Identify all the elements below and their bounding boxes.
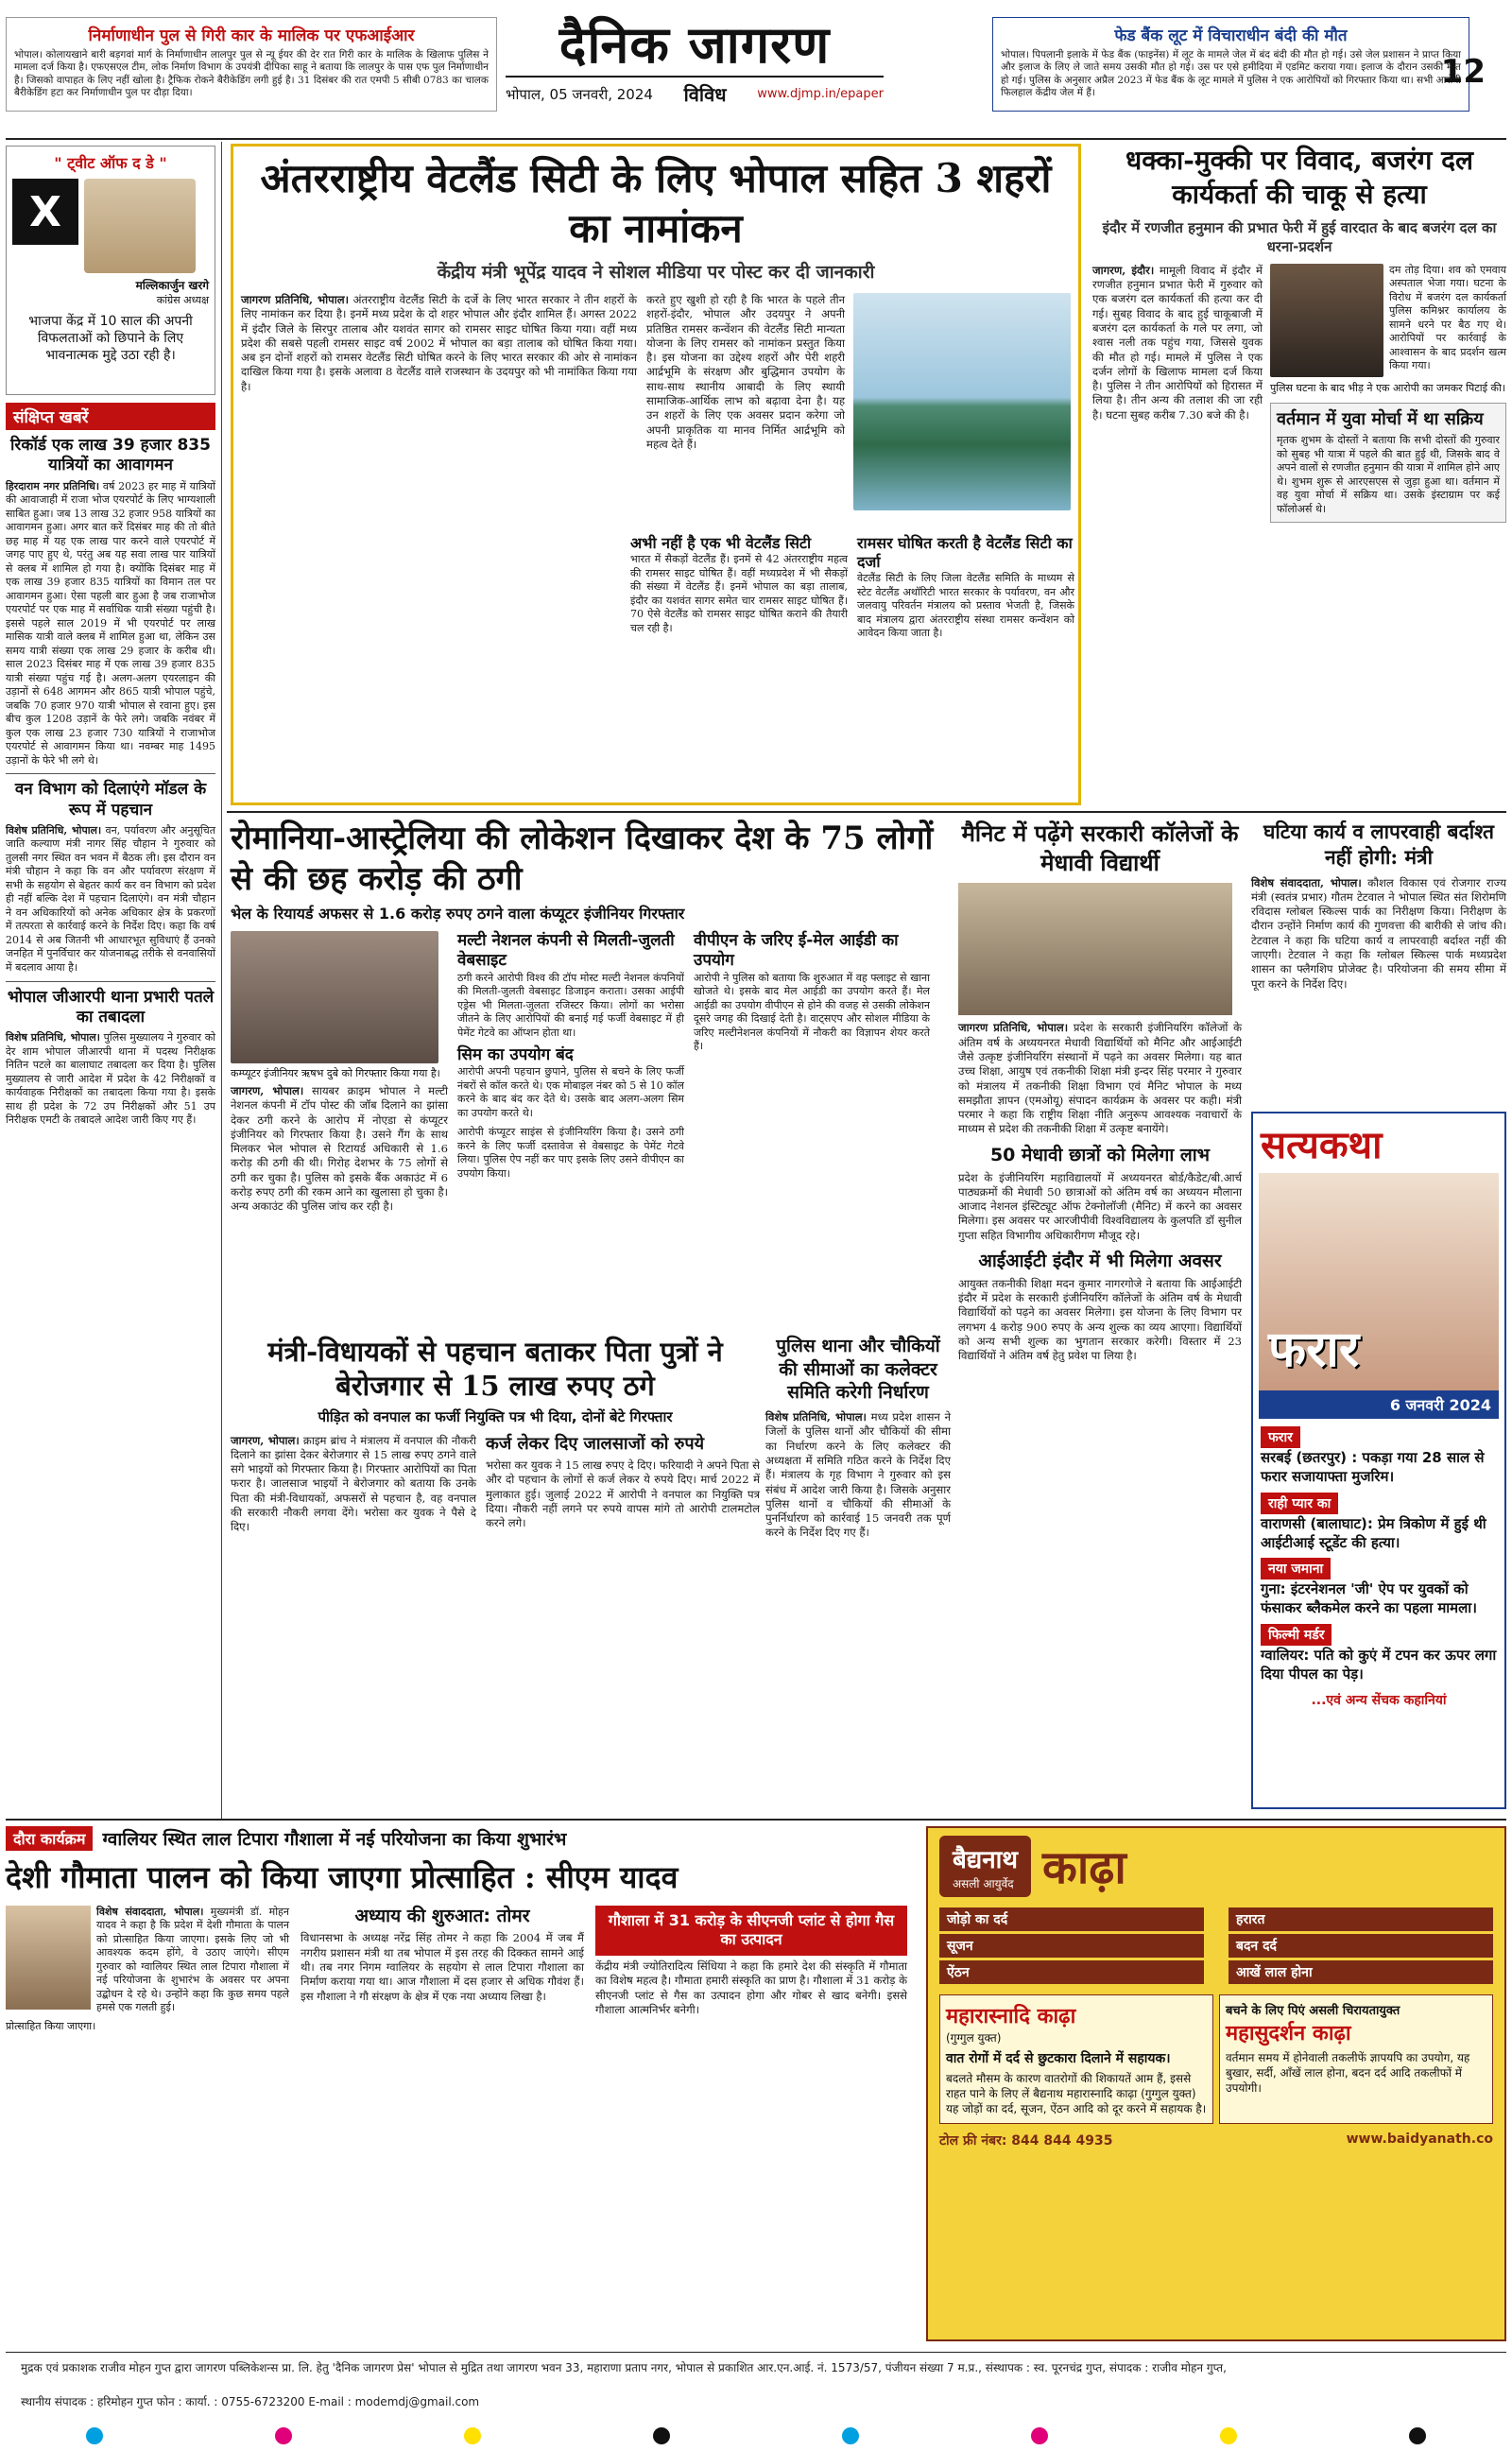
cm-photo (6, 1906, 91, 2010)
toll-free-number: टोल फ्री नंबर: 844 844 4935 (939, 2132, 1113, 2149)
short-news-column (6, 403, 215, 1128)
story-line: गुना: इंटरनेशनल 'जी' ऐप पर युवकों को फंसाकर ब्लैकमेल करने का पहला मामला। (1261, 1580, 1477, 1617)
side-box-title: वर्तमान में युवा मोर्चा में था सक्रिय (1277, 408, 1484, 429)
yellow-dot (464, 2427, 481, 2444)
divider (6, 1819, 1506, 1821)
product-body: बदलते मौसम के कारण वातरोगों की शिकायतें आम हैं, इससे राहत पाने के लिए लें बैद्यनाथ महारास्नादि काढ़ा (गुग्गुल युक्त) यह जोड़ों का दर्द, सूजन, ऐंठन आदि को दूर करने में सहायक है। (946, 2072, 1207, 2116)
story-subhead: इंदौर में रणजीत हनुमान की प्रभात फेरी में हुई वारदात के बाद बजरंग दल का धरना-प्रदर्शन (1102, 218, 1497, 255)
issue-date: 6 जनवरी 2024 (1259, 1390, 1499, 1419)
story-headline: मंत्री-विधायकों से पहचान बताकर पिता पुत्रों ने बेरोजगार से 15 लाख रुपए ठगे (267, 1336, 723, 1403)
story-text: करते हुए खुशी हो रही है कि भारत के पहले तीन शहरों-इंदौर, भोपाल और उदयपुर ने अपनी प्रतिष्ठित रामसर कन्वेंशन की वेटलैंड सिटी मान्यता योजना के लिए रामसर को नामांकन प्रस्तुत किया है। इस योजना का उद्देश्य शहरों और पेरी शहरी आर्द्रभूमि के संरक्षण और बुद्धिमान उपयोग के साथ-साथ स्थानीय आबादी के लिए स्थायी सामाजिक-आर्थिक लाभ को बढ़ावा देना है। यह उन शहरों के लिए एक अवसर प्रदान करेगा जो अपनी प्राकृतिक या मानव निर्मित आर्द्रभूमि को महत्व देते हैं। (646, 293, 846, 451)
symptom-list-left (939, 1905, 1204, 1987)
product-claim: वात रोगों में दर्द से छुटकारा दिलाने में सहायक। (946, 2051, 1171, 2066)
story-headline: रोमानिया-आस्ट्रेलिया की लोकेशन दिखाकर देश के 75 लोगों से की छह करोड़ की ठगी (231, 820, 934, 898)
top-right-brief (992, 17, 1469, 112)
symptom-item: बदन दर्द (1228, 1934, 1493, 1958)
imprint-line: मुद्रक एवं प्रकाशक राजीव मोहन गुप्त द्वारा जागरण पब्लिकेशन्स प्रा. लि. हेतु 'दैनिक जागरण प्रेस' भोपाल से मुद्रित तथा जागरण भवन 33, महाराणा प्रताप नगर, भोपाल से प्रकाशित आर.एन.आई. नं. 1573/57, पंजीयन संख्या 7 म.प्र., संस्थापक : स्व. पूरनचंद्र गुप्त, संपादक : राजीव मोहन गुप्त, (21, 2361, 1227, 2374)
date-line: भोपाल, 05 जनवरी, 2024 (506, 85, 653, 103)
story-headline: घटिया कार्य व लापरवाही बर्दाश्त नहीं होगी: मंत्री (1263, 820, 1495, 870)
sub-headline: गौशाला में 31 करोड़ के सीएनजी प्लांट से होगा गैस का उत्पादन (595, 1906, 907, 1957)
story-headline: अंतरराष्ट्रीय वेटलैंड सिटी के लिए भोपाल सहित 3 शहरों का नामांकन (260, 155, 1052, 251)
story-headline: धक्का-मुक्की पर विवाद, बजरंग दल कार्यकर्ता की चाकू से हत्या (1125, 145, 1474, 211)
story-text: विशेष संवाददाता, भोपाल। मुख्यमंत्री डॉ. मोहन यादव ने कहा है कि प्रदेश में देशी गौमाता के पालन को प्रोत्साहित किया जाएगा। इसके लिए जो भी आवश्यक कदम होंगे, वे उठाए जाएंगे। सीएम गुरुवार को ग्वालियर स्थित लाल टिपारा गौशाला में नई परियोजना के शुभारंभ के अवसर पर अपना उद्बोधन दे रहे थे। उन्होंने कहा कि कुछ समय पहले हमसे एक गलती हुई। (96, 1905, 289, 2014)
short-news-headline: भोपाल जीआरपी थाना प्रभारी पतले का तबादला (7, 987, 215, 1027)
divider (6, 2352, 1506, 2353)
story-tag: राही प्यार का (1261, 1493, 1338, 1514)
lake-photo (853, 293, 1071, 510)
cyan-dot (86, 2427, 103, 2444)
imprint-line: स्थानीय संपादक : हरिमोहन गुप्त फोन : कार्या. : 0755-6723200 E-mail : modemdj@gmail.com (21, 2395, 480, 2408)
story-subhead: भेल के रियायर्ड अफसर से 1.6 करोड़ रुपए ठगने वाला कंप्यूटर इंजीनियर गिरफ्तार (231, 905, 685, 923)
box-text: भारत में सैकड़ों वेटलैंड हैं। इनमें से 42 अंतरराष्ट्रीय महत्व की रामसर साइट घोषित हैं। वहीं मध्यप्रदेश में भी सैकड़ों की संख्या में वेटलैंड हैं। इनमें भोपाल का बड़ा तालाब, इंदौर का यशवंत सागर समेत चार रामसर साइट घोषित हैं। 70 ऐसे वेटलैंड को रामसर साइट घोषित कराने की तैयारी चल रही है। (630, 553, 848, 634)
story-subhead: पीड़ित को वनपाल का फर्जी नियुक्ति पत्र भी दिया, दोनों बेटे गिरफ्तार (318, 1407, 673, 1425)
indore-murder-story (1092, 144, 1506, 805)
story-headline: पुलिस थाना और चौकियों की सीमाओं का कलेक्टर समिति करेगी निर्धारण (776, 1336, 940, 1404)
symptom-item: ऐंठन (939, 1960, 1204, 1984)
brand-tagline: असली आयुर्वेद (953, 1877, 1014, 1890)
story-text: जागरण प्रतिनिधि, भोपाल। प्रदेश के सरकारी इंजीनियरिंग कॉलेजों के अंतिम वर्ष के अध्ययनरत मेधावी विद्यार्थियों को मैनिट और आईआईटी जैसे उत्कृष्ट इंजीनियरिंग संस्थानों में पढ़ने का अवसर मिलेगा। यह बात उच्च शिक्षा, आयुष एवं तकनीकी शिक्षा मंत्री इन्दर सिंह परमार ने गुरुवार को मंत्रालय में तकनीकी शिक्षा विभाग एवं मैनिट भोपाल के मध्य समझौता ज्ञापन (एमओयू) संपादन कार्यक्रम के अवसर पर कही। मंत्री परमार ने कहा कि राष्ट्रीय शिक्षा नीति अनुरूप आवश्यक नवाचारों के माध्यम से प्रदेश की तकनीकी शिक्षा में उत्कृष्ट बनायेंगे। (958, 1021, 1243, 1136)
sub-headline: आईआईटी इंदौर में भी मिलेगा अवसर (978, 1250, 1222, 1271)
epaper-url: www.djmp.in/epaper (757, 87, 884, 101)
short-news-text: विशेष प्रतिनिधि, भोपाल। वन, पर्यावरण और अनुसूचित जाति कल्याण मंत्री नागर सिंह चौहान ने गुरुवार को तुलसी नगर स्थित वन भवन में बैठक ली। इस दौरान वन मंत्री चौहान ने कहा कि वन और पर्यावरण संरक्षण में सभी के सहयोग से बेहतर कार्य कर वन विभाग को प्रदेश ही नहीं बल्कि देश में पहचान दिलाएंगे। वन मंत्री चौहान ने वन अधिकारियों को अनेक अधिकार क्षेत्र के प्रकरणों में तत्परता से कार्रवाई करने के निर्देश दिए। कहा कि वर्ष 2014 से अब जितनी भी आधारभूत सुविधाएं हैं उनको जनहित में पुनर्विचार कर योजनाबद्ध तरीके से वनवासियों में बदलाव आया है। (6, 823, 215, 974)
short-news-headline: रिकॉर्ड एक लाख 39 हजार 835 यात्रियों का आवागमन (10, 436, 211, 475)
cyan-dot (842, 2427, 859, 2444)
story-line: सरबई (छतरपुर) : पकड़ा गया 28 साल से फरार सजायाफ्ता मुजरिम। (1261, 1449, 1485, 1486)
box-text: भरोसा कर युवक ने 15 लाख रुपए दे दिए। फरियादी ने अपने पिता से और दो पहचान के लोगों से कर्ज लेकर ये रुपये दिए। मार्च 2022 में मुलाकात हुई। जुलाई 2022 में आरोपी ने वनपाल का नियुक्ति पत्र दिया। नौकरी नहीं लगने पर रुपये वापस मांगे तो आरोपी टालमटोल करने लगे। (486, 1459, 760, 1530)
newspaper-logo: दैनिक जागरण (558, 14, 831, 75)
short-news-label: संक्षिप्त खबरें (6, 403, 215, 430)
story-tag: फरार (1261, 1426, 1300, 1448)
product-card (1219, 1994, 1493, 2124)
person-title: कांग्रेस अध्यक्ष (156, 294, 209, 306)
photo-caption: पुलिस घटना के बाद भीड़ ने एक आरोपी का जमकर पिटाई की। (1270, 381, 1506, 394)
story-text: विधानसभा के अध्यक्ष नरेंद्र सिंह तोमर ने कहा कि 2004 में जब मैं नगरीय प्रशासन मंत्री था तब भोपाल में इस तरह की दिक्कत सामने आई थी। तब नगर निगम ग्वालियर के सहयोग से लाल टिपारा गौशाला का निर्माण कराया गया था। आज गौशाला में दस हजार से अधिक गौवंश हैं। इस गौशाला ने गौ संरक्षण के क्षेत्र में एक नया अध्याय लिखा है। (301, 1931, 584, 2003)
symptom-item: जोड़ो का दर्द (939, 1907, 1204, 1931)
baidyanath-ad (926, 1826, 1506, 2341)
tweet-of-the-day (6, 146, 215, 395)
box-title: रामसर घोषित करती है वेटलैंड सिटी का दर्जा (857, 534, 1073, 571)
brief-text: भोपाल। पिपलानी इलाके में फेड बैंक (फाइनेंस) में लूट के मामले जेल में बंद बंदी की मौत हो गई। उसे जेल प्रशासन ने प्राप्त किया और इलाज के लिए ले जाते समय उसकी मौत हो गई। उस पर एसे हमीदिया में एडमिट कराया गया। इलाज के दौरान उसकी मौत हो गई। पुलिस के अनुसार अप्रैल 2023 में फेड बैंक के लूट मामले में पुलिस ने एक आरोपियों को गिरफ्तार किया था। सभी आरोपी फिलहाल केंद्रीय जेल में हैं। (1001, 49, 1461, 99)
story-text: जागरण, भोपाल। क्राइम ब्रांच ने मंत्रालय में वनपाल की नौकरी दिलाने का झांसा देकर बेरोजगार से 15 लाख रुपए ठगने वाले सगे भाइयों को गिरफ्तार किया है। गिरफ्तार आरोपियों का पिता फरार है। जालसाज भाइयों ने बेरोजगार को बताया कि उनके पिता की मंत्री-विधायकों, अफसरों से पहचान है, वह वनपाल की सरकारी नौकरी लगवा देंगे। भरोसा कर युवक ने पैसे दे दिए। (231, 1433, 476, 1534)
box-title: मल्टी नेशनल कंपनी से मिलती-जुलती वेबसाइट (457, 931, 675, 971)
wetland-story (231, 144, 1081, 805)
short-news-headline: वन विभाग को दिलाएंगे मॉडल के रूप में पहचान (14, 780, 207, 820)
product-body: वर्तमान समय में होनेवाली तकलीफें ज्ञापयपि का उपयोग, यह बुखार, सर्दी, आँखें लाल होना, बदन दर्द आदि तकलीफों में उपयोगी। (1226, 2051, 1470, 2096)
short-news-text: हिरदाराम नगर प्रतिनिधि। वर्ष 2023 हर माह में यात्रियों की आवाजाही में राजा भोज एयरपोर्ट के लिए भाग्यशाली साबित हुआ। जब 13 लाख 32 हजार 958 यात्रियों का आवागमन हुआ। अगर बात करें दिसंबर माह की तो बीते छह माह में यह एक लाख पार करने वाले एयरपोर्ट में जगह पाए हुए थे, परंतु अब यह सवा लाख पार यात्रियों से क्लब में शामिल हो गया है। क्योंकि दिसंबर माह में एक लाख 39 हजार 835 यात्रियों का विमान तल पर आवागमन हुआ। ऐसा पहली बार हुआ है जब राजाभोज एयरपोर्ट पर एक माह में सर्वाधिक यात्री संख्या पहुंची है। इससे पहले साल 2019 में भी एयरपोर्ट पर लाख मासिक यात्री वाले क्लब में शामिल हुआ था, लेकिन उस समय यात्री संख्या एक लाख 29 हजार के करीब थी। साल 2023 दिसंबर माह में एक लाख 39 हजार 835 यात्री संख्या पहुंच गई है। अलग-अलग एयरलाइन की उड़ानों से 648 आगमन और 865 यात्री भोपाल पहुंचे, जबकि 70 हजार 970 यात्री भोपाल से रवाना हुए। इस बीच कुल 1208 उड़ानें के फेरे लगे। जबकि नवंबर में कुल एक लाख 23 हजार 730 यात्रियों ने राजाभोज एयरपोर्ट से आवागमन किया था। नवम्बर माह 1495 उड़ानों के फेरे भी लगे थे। (6, 479, 215, 767)
symptom-list-right (1228, 1905, 1493, 1987)
symptom-item: हरारत (1228, 1907, 1493, 1931)
box-title: वीपीएन के जरिए ई-मेल आईडी का उपयोग (694, 931, 899, 971)
story-subhead: केंद्रीय मंत्री भूपेंद्र यादव ने सोशल मीडिया पर पोस्ट कर दी जानकारी (437, 262, 875, 283)
magenta-dot (1031, 2427, 1048, 2444)
magenta-dot (275, 2427, 292, 2444)
product-intro: बचने के लिए पिएं असली चिरायतायुक्त (1226, 2004, 1400, 2018)
symptom-item: आखें लाल होना (1228, 1960, 1493, 1984)
story-text: आरोपी कंप्यूटर साइंस से इंजीनियरिंग किया है। उसने ठगी करने के लिए फर्जी दस्तावेज से वेबसाइट के पेमेंट गेटवे लिया। पुलिस ऐप नहीं कर पाए इसके लिए उसने वीपीएन का उपयोग किया। (457, 1126, 684, 1180)
story-line: ग्वालियर: पति को कुएं में टपन कर ऊपर लगा दिया पीपल का पेड़। (1261, 1646, 1497, 1683)
divider (227, 811, 1506, 813)
story-headline: देशी गौमाता पालन को किया जाएगा प्रोत्साहित : सीएम यादव (6, 1859, 679, 1895)
photo-caption: कम्प्यूटर इंजीनियर ऋषभ दुबे को गिरफ्तार किया गया है। (231, 1067, 440, 1079)
story-text: विशेष प्रतिनिधि, भोपाल। मध्य प्रदेश शासन ने जिलों के पुलिस थानों और चौकियों की सीमा का निर्धारण करने के लिए कलेक्टर की अध्यक्षता में समिति गठित करने के निर्देश दिए हैं। मंत्रालय के गृह विभाग ने गुरुवार को इस संबंध में आदेश जारी किया है। जिसके अनुसार पुलिस थानों व चौकियों की सीमाओं के पुनर्निर्धारण को कार्रवाई 15 जनवरी तक पूर्ण करने के निर्देश दिए गए हैं। (765, 1410, 951, 1540)
story-text: दम तोड़ दिया। शव को एमवाय अस्पताल भेजा गया। घटना के विरोध में बजरंग दल कार्यकर्ता पुलिस कमिश्नर कार्यालय के सामने धरने पर बैठ गए थे। आरोपियों पर कार्रवाई के आश्वासन के बाद प्रदर्शन खत्म किया गया। (1389, 263, 1506, 372)
victim-photo (1270, 264, 1383, 377)
brief-text: भोपाल। कोलायखाने बारी बड़गवां मार्ग के निर्माणाधीन लालपुर पुल से न्यू ईयर की देर रात गिरी कार के मालिक के खिलाफ पुलिस ने मामला दर्ज किया है। एफएसएल टीम, लोक निर्माण विभाग के उपयंत्री दीपिका साहू ने बताया कि लालपुर के पास एफ पुल निर्माणाधीन है। जिसको वापाहत के लिए नहीं खोला है। ट्रैफिक रोकने बैरीकेडिंग लगी हुई है। 31 दिसंबर की रात एमपी 5 सीबी 0783 का चालक बैरीकेडिंग हटा कर निर्माणाधीन पुल पर दौड़ा दिया। (14, 49, 489, 99)
product-title: काढ़ा (1042, 1841, 1126, 1894)
brief-headline: फेड बैंक लूट में विचाराधीन बंदी की मौत (1114, 26, 1348, 45)
top-left-brief (6, 17, 497, 112)
x-logo-icon: X (12, 179, 78, 245)
box-text: आरोपी ने पुलिस को बताया कि शुरुआत में वह फ्लाइट से खाना खोजते थे। इसके बाद मेल आईडी का उपयोग करते हैं। मेल आईडी का उपयोग वीपीएन से होने की वजह से उसकी लोकेशन दूसरे जगह की दिखाई देती है। वाट्सएप और सोशल मीडिया के जरिए मल्टीनेशनल कंपनियों में नौकरी का विज्ञापन शेयर करते हैं। (694, 971, 930, 1053)
box-title: अभी नहीं है एक भी वेटलैंड सिटी (630, 534, 812, 552)
story-text: जागरण प्रतिनिधि, भोपाल। अंतरराष्ट्रीय वेटलैंड सिटी के दर्जे के लिए भारत सरकार ने तीन शहरों के लिए नामांकन कर दिया है। इनमें मध्य प्रदेश के दो शहर भोपाल और इंदौर शामिल हैं। अगस्त 2022 में इंदौर जिले के सिरपुर तालाब और यशवंत सागर को रामसर साइट घोषित किया गया। वहीं मध्य प्रदेश की सबसे पहली रामसर साइट वर्ष 2002 में भोपाल का बड़ा तालाब को घोषित किया गया। अब इन दोनों शहरों को रामसर वेटलैंड सिटी घोषित करने के लिए भारत सरकार की ओर से नामांकन दाखिल किया गया है। इसके अलावा 8 वेटलैंड वाले राजस्थान के उदयपुर को भी नामांकित किया गया है। (241, 293, 638, 393)
cover-photo (1259, 1173, 1499, 1390)
box-text: वेटलैंड सिटी के लिए जिला वेटलैंड समिति के माध्यम से स्टेट वेटलैंड अथॉरिटी भारत सरकार के पर्यावरण, वन और जलवायु परिवर्तन मंत्रालय को प्रस्ताव भेजती है, जिसके बाद मंत्रालय द्वारा अंतरराष्ट्रीय संस्था रामसर कन्वेंशन को आवेदन किया जाता है। (857, 572, 1074, 640)
black-dot (653, 2427, 670, 2444)
gaushala-story (6, 1826, 913, 2341)
person-photo (84, 179, 196, 273)
box-title: कर्ज लेकर दिए जालसाजों को रुपये (486, 1433, 705, 1454)
jobs-fraud-story (231, 1335, 760, 1807)
photo-caption: प्रोत्साहित किया जाएगा। (6, 2019, 96, 2032)
mou-photo (958, 883, 1232, 1015)
black-dot (1409, 2427, 1426, 2444)
symptom-item: सूजन (939, 1934, 1204, 1958)
sub-headline: 50 मेधावी छात्रों को मिलेगा लाभ (989, 1144, 1211, 1165)
side-box-text: मृतक शुभम के दोस्तों ने बताया कि सभी दोस्तों की गुरुवार को सुबह भी यात्रा में पहले की बात हुई थी, जिसके बाद वे अपने वालों से रणजीत हनुमान की यात्रा में शामिल होने आए थे। शुभम शुरू से आरएसएस से जुड़ा हुआ था। वर्तमान में वह युवा मोर्चा में सक्रिय था। उसके इंस्टाग्राम पर कई फॉलोअर्स थे। (1277, 434, 1500, 515)
masthead (506, 13, 884, 127)
section-name: विविध (683, 83, 727, 106)
story-text: आयुक्त तकनीकी शिक्षा मदन कुमार नागरगोजे ने बताया कि आईआईटी इंदौर में प्रदेश के सरकारी इंजीनियरिंग कॉलेजों के अंतिम वर्ष के मेधावी विद्यार्थियों को पढ़ने का अवसर मिलेगा। इस योजना के लिए विभाग पर लगभग 4 करोड़ 900 रुपए के अन्य शुल्क का व्यय आएगा। विद्यार्थियों को अन्य सभी शुल्क का भुगतान सरकार करेगी। विस्तार में 23 विद्यार्थियों ने अंतिम वर्ष हेतु प्रवेश पा लिया है। (958, 1276, 1242, 1363)
police-boundary-story (765, 1335, 951, 1807)
minister-warning-story (1251, 819, 1506, 1102)
box-text: ठगी करने आरोपी विश्व की टॉप मोस्ट मल्टी नेशनल कंपनियों की मिलती-जुलती वेबसाइट डिजाइन कराता। उसका आईपी एड्रेस भी मिलता-जुलता रजिस्टर किया। लोगों का भरोसा जीतने के लिए आरोपियों की बनाई गई फर्जी वेबसाइट में ही पेमेंट गेटवे का ऑप्शन होता था। (457, 971, 684, 1039)
product-sub: (गुग्गुल युक्त) (946, 2031, 1002, 2045)
person-name: मल्लिकार्जुन खरगे (135, 279, 209, 292)
divider (6, 773, 215, 774)
more-stories: ...एवं अन्य सेंचक कहानियां (1311, 1693, 1447, 1708)
tweet-quote: भाजपा केंद्र में 10 साल की अपनी विफलताओं को छिपाने के लिए भावनात्मक मुद्दे उठा रही है। (28, 314, 193, 364)
tweet-label: " ट्वीट ऑफ द डे " (54, 154, 167, 172)
story-text: केंद्रीय मंत्री ज्योतिरादित्य सिंधिया ने कहा कि हमारे देश की संस्कृति में गौमाता का विशेष महत्व है। गौमाता हमारी संस्कृति का प्राण है। गौशाला में 31 करोड़ के सीएनजी प्लांट से गैस का उत्पादन होगा और गोबर से खाद बनेगी। इससे गौशाला आत्मनिर्भर बनेगी। (595, 1959, 907, 2017)
story-line: वाराणसी (बालाघाट): प्रेम त्रिकोण में हुई थी आईटीआई स्टूडेंट की हत्या। (1261, 1514, 1486, 1551)
divider (6, 138, 1506, 140)
product-name: महारास्नादि काढ़ा (946, 2005, 1076, 2028)
product-card (939, 1994, 1213, 2124)
brand-logo: बैद्यनाथ (953, 1846, 1019, 1874)
box-text: आरोपी अपनी पहचान छुपाने, पुलिस से बचने के लिए फर्जी नंबरों से कॉल करते थे। एक मोबाइल नंबर को 5 से 10 कॉल करने के बाद बंद कर देते थे। उसके बाद अलग-अलग सिम का उपयोग करते थे। (457, 1065, 684, 1119)
story-text: विशेष संवाददाता, भोपाल। कौशल विकास एवं रोजगार राज्य मंत्री (स्वतंत्र प्रभार) गौतम टेटवाल ने भोपाल स्थित संत शिरोमणि रविदास ग्लोबल स्किल्स पार्क का निरीक्षण किया। निरीक्षण के दौरान उन्होंने निर्माण कार्य की गुणवत्ता की बारीकी से जांच की। टेटवाल ने कहा कि घटिया कार्य व लापरवाही बर्दाश्त नहीं की जाएगी। टेटवाल ने कहा कि ग्लोबल स्किल्स पार्क मध्यप्रदेश शासन का फ्लैगशिप प्रोजेक्ट है। परियोजना की समय सीमा में पूरा करने के निर्देश दिए। (1251, 875, 1506, 991)
fraud-story (231, 819, 949, 1329)
story-text: जागरण, भोपाल। सायबर क्राइम भोपाल ने मल्टी नेशनल कंपनी में टॉप पोस्ट की जॉब दिलाने का झांसा देकर ठगी करने के आरोप में नोएडा से कंप्यूटर इंजीनियर को गिरफ्तार किया है। उसने गैंग के साथ मिलकर भेल भोपाल से रिटायर्ड अधिकारी से 1.6 करोड़ की ठगी की थी। गिरोह देशभर के 75 लोगों से ठगी कर चुका है। पुलिस को इसके बैंक अकाउंट में 6 करोड़ रुपए ठगी की रकम आने का खुलासा हो चुका है। अन्य अकाउंट की पुलिस जांच कर रही है। (231, 1084, 448, 1214)
story-text: जागरण, इंदौर। मामूली विवाद में इंदौर में रणजीत हनुमान प्रभात फेरी में गुरुवार को एक बजरंग दल कार्यकर्ता की हत्या कर दी गई। सुबह विवाद के बाद हुई चाकूबाजी में बजरंग दल कार्यकर्ता के गले पर लगा, जो श्वास नली तक पहुंच गया, जिससे युवक की मौत हो गई। मामले में पुलिस ने एक दर्जन लोगों के खिलाफ मामला दर्ज किया है। पुलिस ने तीन आरोपियों को हिरासत में लिया है। तीन अन्य की तलाश की जा रही है। घटना सुबह करीब 7.30 बजे की है। (1092, 263, 1263, 422)
sub-headline: अध्याय की शुरुआत: तोमर (354, 1905, 530, 1926)
story-text: प्रदेश के इंजीनियरिंग महाविद्यालयों में अध्ययनरत बोर्ड/कैडेट/बी.आर्च पाठ्यक्रमों की मेधावी 50 छात्राओं को अंतिम वर्ष का अध्ययन मौलाना आजाद नेशनल इंस्टिट्यूट ऑफ टेक्नोलॉजी (मैनिट) में करने का अवसर मिलेगा। इस अवसर पर आरजीपीवी विश्वविद्यालय के कुलपति डॉ सुनील गुप्ता सहित विभागीय अधिकारीगण मौजूद रहे। (958, 1170, 1242, 1242)
short-news-text: विशेष प्रतिनिधि, भोपाल। पुलिस मुख्यालय ने गुरुवार को देर शाम भोपाल जीआरपी थाना में पदस्थ निरीक्षक नितिन पटले का बालाघाट तबादला कर दिया है। पुलिस मुख्यालय से जारी आदेश में प्रदेश के 42 निरीक्षकों व कार्यवाहक निरीक्षकों का तबादला किया गया है। इसके साथ ही प्रदेश के 72 उप निरीक्षकों और 51 उप निरीक्षक एमटी के तबादले आदेश जारी किए गए हैं। (6, 1031, 216, 1127)
cover-word: फरार (1268, 1321, 1360, 1378)
story-headline: मैनिट में पढ़ेंगे सरकारी कॉलेजों के मेधावी विद्यार्थी (961, 820, 1239, 877)
kicker-headline: ग्वालियर स्थित लाल टिपारा गौशाला में नई परियोजना का किया शुभारंभ (102, 1829, 567, 1850)
story-tag: फिल्मी मर्डर (1261, 1624, 1332, 1646)
registration-marks (0, 2425, 1512, 2446)
brief-headline: निर्माणाधीन पुल से गिरी कार के मालिक पर एफआईआर (88, 26, 415, 45)
page-number: 12 (1440, 53, 1486, 91)
divider (221, 142, 222, 1820)
manit-story (958, 819, 1242, 1811)
divider (6, 981, 215, 982)
ad-website: www.baidyanath.co (1346, 2131, 1493, 2147)
satyakatha-ad (1251, 1112, 1506, 1809)
magazine-title: सत्यकथा (1261, 1123, 1383, 1167)
info-box (857, 534, 1074, 641)
accused-photo (231, 931, 438, 1063)
info-box (630, 534, 848, 641)
yellow-dot (1220, 2427, 1237, 2444)
story-tag: नया जमाना (1261, 1558, 1331, 1579)
kicker-label: दौरा कार्यक्रम (6, 1826, 93, 1851)
product-name: महासुदर्शन काढ़ा (1226, 2022, 1351, 2045)
box-title: सिम का उपयोग बंद (457, 1045, 574, 1065)
side-box (1270, 403, 1506, 524)
